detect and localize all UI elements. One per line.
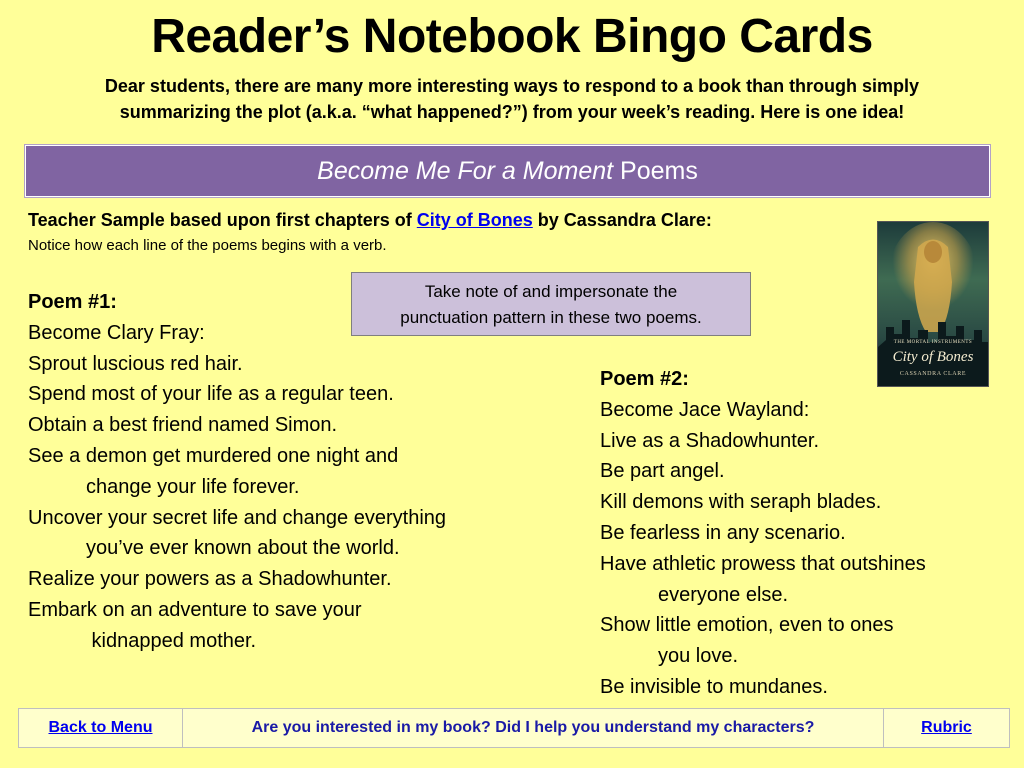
- book-cover-title: City of Bones: [892, 349, 974, 365]
- footer-nav: [18, 708, 1010, 748]
- poem-line: change your life forever.: [86, 475, 300, 498]
- sample-prefix: Teacher Sample based upon first chapters of: [28, 210, 417, 230]
- intro-text: [50, 73, 974, 125]
- callout-line-2: punctuation pattern in these two poems.: [400, 308, 702, 327]
- poem-line: Show little emotion, even to ones: [600, 614, 894, 637]
- poem-line: Spend most of your life as a regular teen.: [28, 383, 394, 406]
- rubric-cell: [884, 709, 1010, 748]
- poem-line: Realize your powers as a Shadowhunter.: [28, 568, 392, 591]
- poem-line: Be invisible to mundanes.: [600, 675, 828, 698]
- section-banner: [25, 145, 990, 197]
- poem-line: everyone else.: [658, 583, 789, 606]
- sample-suffix: by Cassandra Clare:: [532, 210, 712, 230]
- poem-line: Kill demons with seraph blades.: [600, 491, 882, 514]
- poem-line: kidnapped mother.: [86, 629, 257, 652]
- back-to-menu-link[interactable]: Back to Menu: [48, 719, 153, 736]
- poem-line: Become Jace Wayland:: [600, 398, 810, 421]
- banner-text: Poems: [613, 157, 698, 185]
- back-to-menu-cell: [19, 709, 183, 748]
- poem-line: Live as a Shadowhunter.: [600, 429, 820, 452]
- poem-line: Have athletic prowess that outshines: [600, 552, 926, 575]
- poem-line: Uncover your secret life and change everything: [28, 506, 447, 529]
- footer-question: Are you interested in my book? Did I help you understand my characters?: [183, 709, 884, 748]
- poem-1-title: Poem #1:: [28, 291, 117, 313]
- poem-line: Obtain a best friend named Simon.: [28, 414, 338, 437]
- page-title: Reader’s Notebook Bingo Cards: [151, 10, 873, 63]
- poem-line: Sprout luscious red hair.: [28, 352, 243, 375]
- poem-line: Embark on an adventure to save your: [28, 598, 362, 621]
- poem-1: [28, 287, 446, 657]
- sample-heading: [28, 207, 712, 233]
- intro-line-2: summarizing the plot (a.k.a. “what happened?”) from your week’s reading. Here is one idea!: [119, 102, 905, 122]
- callout-line-1: Take note of and impersonate the: [424, 282, 678, 301]
- intro-line-1: Dear students, there are many more interesting ways to respond to a book than through simply: [104, 76, 920, 96]
- book-cover-series: THE MORTAL INSTRUMENTS: [893, 340, 973, 345]
- poem-line: Become Clary Fray:: [28, 321, 205, 344]
- poem-line: Be fearless in any scenario.: [600, 521, 846, 544]
- poem-line: you love.: [658, 645, 739, 668]
- book-cover-image: [877, 221, 989, 387]
- poem-line: you’ve ever known about the world.: [86, 537, 400, 560]
- poem-2: [600, 364, 926, 703]
- rubric-link[interactable]: Rubric: [921, 719, 972, 736]
- poem-line: See a demon get murdered one night and: [28, 444, 399, 467]
- book-cover-author: CASSANDRA CLARE: [899, 371, 967, 377]
- poem-line: Be part angel.: [600, 460, 725, 483]
- poem-2-title: Poem #2:: [600, 368, 689, 390]
- banner-italic-text: Become Me For a Moment: [317, 157, 614, 185]
- book-link[interactable]: City of Bones: [416, 210, 533, 230]
- verb-note: Notice how each line of the poems begins with a verb.: [28, 237, 387, 254]
